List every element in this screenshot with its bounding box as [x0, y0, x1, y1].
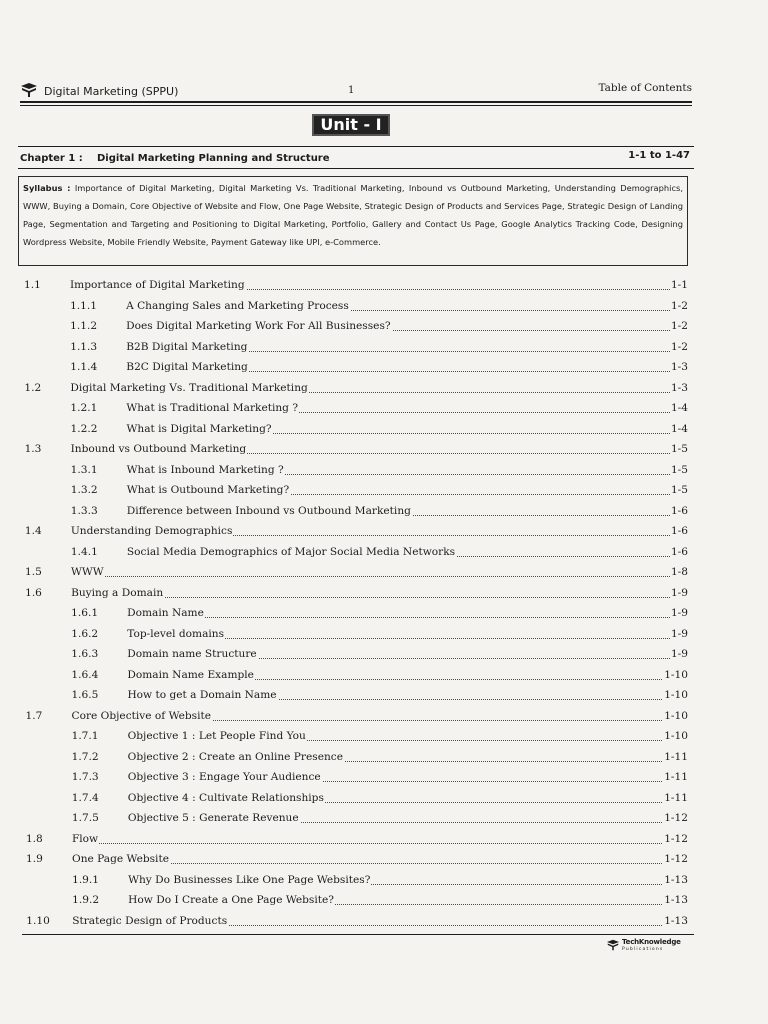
- toc-number: 1.3.2: [70, 484, 98, 496]
- toc-title: Social Media Demographics of Major Social Media Networks: [126, 545, 456, 558]
- toc-number: 1.3: [24, 443, 42, 455]
- toc-title: What is Traditional Marketing ?: [126, 402, 299, 414]
- syllabus-text: Importance of Digital Marketing, Digital Marketing Vs. Traditional Marketing, Inbound vs Outbound Marketing, Understanding Demographics, WWW, Buying a Domain, Core Objective of Website and Flow, One Page Website, Strategic Design of Products and Services Page, Strategic Design of Landing Page, Segmentation and Targeting and Positioning to Digital Marketing, Portfolio, Gallery and Contact Us Page, Google Analytics Tracking Code, Designing Wordpress Website, Mobile Friendly Website, Payment Gateway like UPI, e-Commerce.: [23, 183, 683, 247]
- toc-page: 1-10: [664, 689, 688, 701]
- toc-row: [0, 382, 700, 398]
- toc-row: [0, 874, 700, 890]
- toc-number: 1.6: [25, 586, 42, 599]
- toc-row: [0, 484, 700, 500]
- toc-page: 1-13: [664, 873, 688, 886]
- toc-page: 1-5: [670, 443, 688, 455]
- toc-title: One Page Website: [72, 853, 169, 865]
- section-label: Table of Contents: [598, 82, 692, 94]
- toc-page: 1-10: [664, 730, 688, 742]
- toc-number: 1.4: [24, 525, 42, 537]
- toc-row: [0, 464, 700, 480]
- toc-row: [0, 341, 700, 357]
- toc-row: [0, 300, 700, 316]
- footer-rule: [22, 934, 694, 935]
- toc-row: [0, 689, 700, 705]
- toc-row: [0, 833, 700, 849]
- toc-number: 1.3.1: [70, 463, 98, 476]
- publisher-logo-icon: [20, 82, 38, 98]
- header-rule-thin: [20, 105, 692, 106]
- chapter-title: Digital Marketing Planning and Structure: [97, 153, 330, 164]
- toc-title: B2C Digital Marketing: [126, 361, 248, 373]
- page-header: [20, 80, 692, 102]
- toc-page: 1-6: [670, 545, 688, 558]
- toc-page: 1-2: [670, 299, 688, 312]
- toc-page: 1-2: [670, 340, 688, 353]
- toc-row: [0, 792, 700, 808]
- chapter-rule-bottom: [18, 168, 694, 169]
- toc-title: Inbound vs Outbound Marketing: [70, 443, 247, 455]
- toc-row: [0, 566, 700, 582]
- toc-row: [0, 423, 700, 439]
- toc-page: 1-11: [664, 771, 688, 783]
- toc-row: [0, 279, 700, 295]
- toc-page: 1-11: [664, 791, 688, 804]
- toc-row: [0, 505, 700, 521]
- toc-page: 1-10: [664, 668, 688, 681]
- toc-page: 1-1: [670, 279, 688, 291]
- toc-number: 1.2: [24, 381, 42, 394]
- toc-title: What is Inbound Marketing ?: [126, 463, 284, 476]
- toc-number: 1.2.2: [70, 422, 98, 435]
- toc-page: 1-13: [664, 914, 688, 927]
- toc-number: 1.9.1: [72, 873, 100, 886]
- toc-title: Buying a Domain: [71, 586, 164, 599]
- toc-row: [0, 320, 700, 336]
- toc-row: [0, 853, 700, 869]
- toc-number: 1.9: [26, 853, 43, 865]
- toc-number: 1.1.4: [70, 361, 98, 373]
- toc-row: [0, 710, 700, 726]
- toc-title: Strategic Design of Products: [72, 914, 228, 927]
- toc-title: Difference between Inbound vs Outbound Marketing: [126, 504, 411, 517]
- toc-number: 1.3.3: [70, 504, 98, 517]
- toc-page: 1-11: [664, 750, 688, 763]
- publisher-name: TechKnowledge: [622, 938, 681, 946]
- toc-number: 1.2.1: [70, 402, 98, 414]
- toc-title: Objective 4 : Cultivate Relationships: [127, 791, 324, 804]
- toc-row: [0, 812, 700, 828]
- toc-row: [0, 648, 700, 664]
- toc-row: [0, 628, 700, 644]
- toc-row: [0, 751, 700, 767]
- publisher-mark: [606, 938, 698, 956]
- toc-title: Top-level domains: [127, 627, 225, 640]
- chapter-heading: [20, 150, 694, 168]
- toc-page: 1-3: [670, 381, 688, 394]
- toc-page: 1-6: [670, 504, 688, 517]
- toc-number: 1.1.3: [70, 340, 98, 353]
- toc-page: 1-4: [670, 422, 688, 435]
- toc-number: 1.6.5: [71, 689, 99, 701]
- toc-title: What is Digital Marketing?: [126, 422, 272, 435]
- unit-badge: Unit - I: [312, 114, 390, 136]
- chapter-label: Chapter 1 :: [20, 153, 83, 164]
- toc-leader: [72, 843, 684, 844]
- toc-number: 1.5: [25, 566, 42, 578]
- toc-number: 1.1.1: [70, 299, 98, 312]
- toc-row: [0, 587, 700, 603]
- toc-title: A Changing Sales and Marketing Process: [126, 299, 349, 312]
- toc-leader: [127, 617, 684, 618]
- toc-row: [0, 669, 700, 685]
- toc-page: 1-4: [670, 402, 688, 414]
- syllabus-label: Syllabus :: [23, 183, 71, 193]
- toc-title: Why Do Businesses Like One Page Websites?: [128, 873, 371, 886]
- toc-number: 1.7.1: [71, 730, 99, 742]
- toc-number: 1.6.4: [71, 668, 99, 681]
- page-number: 1: [348, 85, 355, 96]
- toc-row: [0, 361, 700, 377]
- toc-page: 1-10: [664, 709, 688, 722]
- syllabus-box: [18, 176, 688, 266]
- toc-title: B2B Digital Marketing: [126, 340, 248, 353]
- toc-title: Objective 1 : Let People Find You: [127, 730, 306, 742]
- toc-title: Digital Marketing Vs. Traditional Marketing: [70, 381, 308, 394]
- toc-row: [0, 915, 700, 931]
- toc-row: [0, 771, 700, 787]
- toc-title: What is Outbound Marketing?: [126, 484, 290, 496]
- toc-title: Importance of Digital Marketing: [70, 279, 245, 291]
- toc-number: 1.6.1: [71, 607, 99, 619]
- toc-number: 1.6.2: [71, 627, 99, 640]
- toc-page: 1-5: [670, 484, 688, 496]
- toc-title: Domain Name: [127, 607, 204, 619]
- toc-page: 1-5: [670, 463, 688, 476]
- toc-page: 1-9: [670, 627, 688, 640]
- toc-number: 1.6.3: [71, 648, 99, 660]
- toc-title: Domain name Structure: [127, 648, 257, 660]
- toc-title: Flow: [71, 832, 99, 845]
- toc-number: 1.9.2: [72, 894, 100, 906]
- toc-title: Understanding Demographics: [70, 525, 233, 537]
- toc-number: 1.10: [26, 914, 50, 927]
- toc-row: [0, 894, 700, 910]
- toc-number: 1.1: [24, 279, 41, 291]
- toc-row: [0, 730, 700, 746]
- toc-number: 1.7.5: [71, 812, 99, 824]
- toc-page: 1-2: [670, 320, 688, 332]
- toc-title: Objective 5 : Generate Revenue: [127, 812, 299, 824]
- toc-number: 1.7: [25, 709, 43, 722]
- toc-row: [0, 443, 700, 459]
- toc-row: [0, 607, 700, 623]
- toc-page: 1-12: [664, 853, 688, 865]
- publisher-subtitle: Publications: [622, 947, 664, 952]
- toc-title: Does Digital Marketing Work For All Businesses?: [126, 320, 391, 332]
- toc-number: 1.4.1: [70, 545, 98, 558]
- book-title: Digital Marketing (SPPU): [44, 85, 179, 98]
- chapter-rule-top: [18, 146, 694, 147]
- toc-row: [0, 546, 700, 562]
- toc-title: How Do I Create a One Page Website?: [128, 894, 334, 906]
- toc-number: 1.7.2: [71, 750, 99, 763]
- toc-page: 1-8: [670, 566, 688, 578]
- toc-page: 1-9: [670, 648, 688, 660]
- toc-page: 1-9: [670, 607, 688, 619]
- toc-title: Objective 2 : Create an Online Presence: [127, 750, 343, 763]
- toc-number: 1.7.4: [71, 791, 99, 804]
- toc-leader: [71, 576, 684, 577]
- chapter-page-range: 1-1 to 1-47: [628, 150, 690, 161]
- toc-title: Objective 3 : Engage Your Audience: [127, 771, 321, 783]
- toc-page: 1-3: [670, 361, 688, 373]
- toc-page: 1-12: [664, 812, 688, 824]
- toc-row: [0, 402, 700, 418]
- toc-number: 1.7.3: [71, 771, 99, 783]
- toc-title: How to get a Domain Name: [127, 689, 277, 701]
- toc-number: 1.8: [25, 832, 43, 845]
- toc-page: 1-12: [664, 832, 688, 845]
- toc-row: [0, 525, 700, 541]
- toc-page: 1-6: [670, 525, 688, 537]
- header-rule: [20, 101, 692, 103]
- toc-number: 1.1.2: [70, 320, 98, 332]
- toc-title: Core Objective of Website: [71, 709, 211, 722]
- publisher-logo-icon: [606, 939, 620, 951]
- toc-page: 1-9: [670, 586, 688, 599]
- toc-title: Domain Name Example: [127, 668, 254, 681]
- toc-page: 1-13: [664, 894, 688, 906]
- toc-title: WWW: [71, 566, 104, 578]
